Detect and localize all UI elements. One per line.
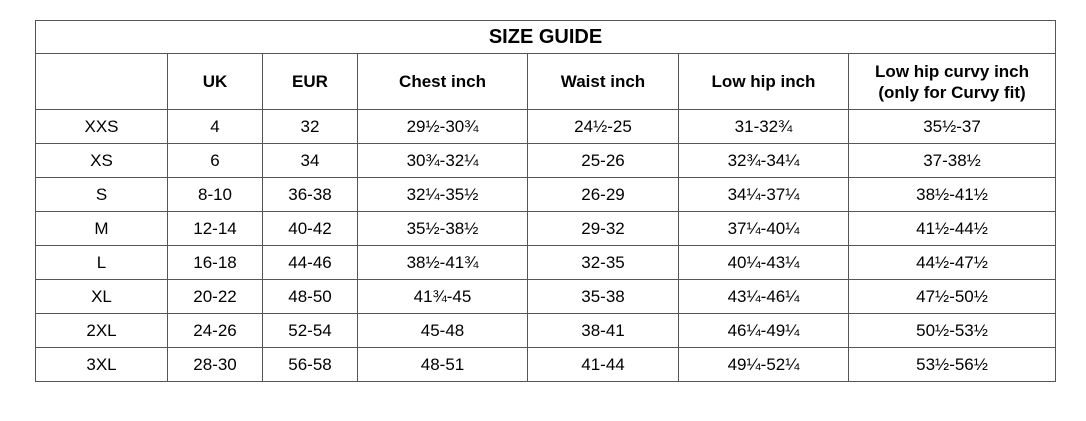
cell-uk: 6 — [168, 144, 263, 178]
cell-uk: 24-26 — [168, 314, 263, 348]
cell-low-hip: 49¼-52¼ — [679, 348, 849, 382]
cell-uk: 4 — [168, 110, 263, 144]
cell-size: 2XL — [36, 314, 168, 348]
cell-chest: 29½-30¾ — [358, 110, 528, 144]
header-uk: UK — [168, 54, 263, 110]
cell-waist: 32-35 — [528, 246, 679, 280]
table-body — [36, 110, 1056, 382]
cell-size: S — [36, 178, 168, 212]
cell-low-hip-curvy: 53½-56½ — [849, 348, 1056, 382]
cell-low-hip: 32¾-34¼ — [679, 144, 849, 178]
cell-eur: 32 — [263, 110, 358, 144]
cell-eur: 56-58 — [263, 348, 358, 382]
cell-uk: 8-10 — [168, 178, 263, 212]
cell-low-hip-curvy: 37-38½ — [849, 144, 1056, 178]
cell-uk: 28-30 — [168, 348, 263, 382]
table-row — [36, 144, 1056, 178]
cell-size: XS — [36, 144, 168, 178]
cell-waist: 41-44 — [528, 348, 679, 382]
cell-size: L — [36, 246, 168, 280]
cell-waist: 38-41 — [528, 314, 679, 348]
cell-low-hip: 40¼-43¼ — [679, 246, 849, 280]
cell-uk: 12-14 — [168, 212, 263, 246]
table-row — [36, 348, 1056, 382]
cell-low-hip: 34¼-37¼ — [679, 178, 849, 212]
header-eur: EUR — [263, 54, 358, 110]
cell-size: XL — [36, 280, 168, 314]
size-guide-table — [35, 20, 1056, 382]
table-row — [36, 314, 1056, 348]
table-title: SIZE GUIDE — [36, 21, 1056, 54]
cell-chest: 30¾-32¼ — [358, 144, 528, 178]
cell-waist: 26-29 — [528, 178, 679, 212]
header-size — [36, 54, 168, 110]
header-chest: Chest inch — [358, 54, 528, 110]
cell-eur: 44-46 — [263, 246, 358, 280]
table-row — [36, 110, 1056, 144]
cell-eur: 48-50 — [263, 280, 358, 314]
header-low-hip-curvy — [849, 54, 1056, 110]
cell-low-hip: 37¼-40¼ — [679, 212, 849, 246]
cell-waist: 24½-25 — [528, 110, 679, 144]
cell-waist: 25-26 — [528, 144, 679, 178]
cell-low-hip: 43¼-46¼ — [679, 280, 849, 314]
cell-eur: 36-38 — [263, 178, 358, 212]
cell-waist: 29-32 — [528, 212, 679, 246]
cell-chest: 38½-41¾ — [358, 246, 528, 280]
cell-eur: 34 — [263, 144, 358, 178]
cell-chest: 32¼-35½ — [358, 178, 528, 212]
cell-low-hip-curvy: 38½-41½ — [849, 178, 1056, 212]
cell-chest: 35½-38½ — [358, 212, 528, 246]
cell-low-hip-curvy: 47½-50½ — [849, 280, 1056, 314]
cell-low-hip-curvy: 41½-44½ — [849, 212, 1056, 246]
table-row — [36, 246, 1056, 280]
cell-size: M — [36, 212, 168, 246]
cell-low-hip-curvy: 50½-53½ — [849, 314, 1056, 348]
cell-uk: 16-18 — [168, 246, 263, 280]
table-row — [36, 178, 1056, 212]
cell-size: 3XL — [36, 348, 168, 382]
header-low-hip: Low hip inch — [679, 54, 849, 110]
cell-uk: 20-22 — [168, 280, 263, 314]
table-row — [36, 212, 1056, 246]
cell-waist: 35-38 — [528, 280, 679, 314]
cell-chest: 48-51 — [358, 348, 528, 382]
cell-low-hip: 46¼-49¼ — [679, 314, 849, 348]
header-row — [36, 54, 1056, 110]
header-low-hip-curvy-line2: (only for Curvy fit) — [878, 82, 1026, 102]
cell-chest: 41¾-45 — [358, 280, 528, 314]
header-waist: Waist inch — [528, 54, 679, 110]
cell-chest: 45-48 — [358, 314, 528, 348]
header-low-hip-curvy-line1: Low hip curvy inch — [875, 61, 1030, 81]
cell-size: XXS — [36, 110, 168, 144]
cell-low-hip-curvy: 44½-47½ — [849, 246, 1056, 280]
table-row — [36, 280, 1056, 314]
cell-low-hip: 31-32¾ — [679, 110, 849, 144]
cell-eur: 52-54 — [263, 314, 358, 348]
cell-low-hip-curvy: 35½-37 — [849, 110, 1056, 144]
cell-eur: 40-42 — [263, 212, 358, 246]
